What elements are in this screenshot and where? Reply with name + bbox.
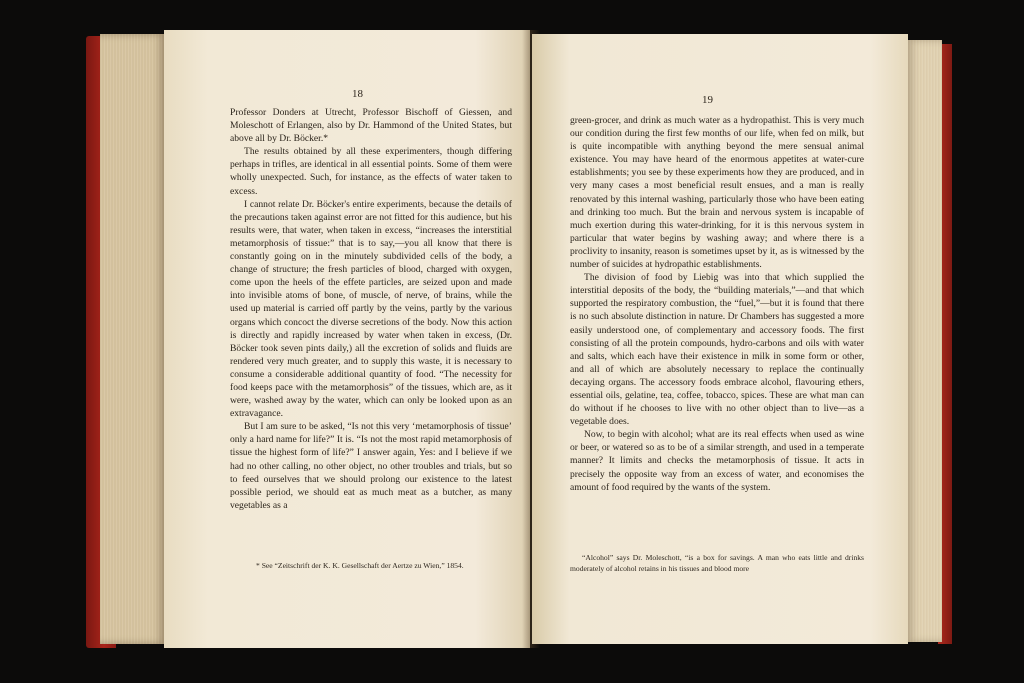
page-edges-left — [100, 34, 166, 644]
left-page — [164, 30, 530, 648]
left-footnote — [244, 560, 514, 571]
right-footnote — [570, 552, 864, 574]
right-paragraph-3: Now, to begin with alcohol; what are its real effects when used as wine or beer, or watered so as to be of a similar strength, and used in a temperate manner? It limits and checks the metamorphosis of tissue. It acts in precisely the opposite way from an excess of water, and economises the amount of food required by the wants of the system. — [570, 429, 864, 493]
left-paragraph-2: The results obtained by all these experimenters, though differing perhaps in trifles, are identical in all essential points. Some of them were wholly unexpected. Such, for instance, as the effects of water taken to excess. — [230, 146, 512, 197]
right-page-number: 19 — [702, 94, 713, 106]
right-paragraph-2: The division of food by Liebig was into that which supplied the interstitial deposits of the body, the “building materials,”—and that which supported the respiratory combustion, the “fuel,”—but it is found that there is no such absolute distinction in nature. Dr Chambers has suggested a more easily understood one, of complementary and accessory foods. The first consisting of all the protein compounds, hydro-carbons and oils with water and salts, which each have their existence in milk in some form or other, and all of which are absolutely necessary to replace the continually decaying organs. The accessory foods embrace alcohol, flavouring ethers, essential oils, gelatine, tea, coffee, tobacco, spices. These are what man can do without if he chooses to live with no other object than to live—as a vegetable does. — [570, 272, 864, 428]
page-edges-right — [906, 40, 942, 642]
open-book — [86, 30, 952, 650]
left-footnote-text: * See “Zeitschrift der K. K. Gesellschaft der Aertze zu Wien,” 1854. — [256, 561, 464, 570]
left-paragraph-4: But I am sure to be asked, “Is not this very ‘metamorphosis of tissue’ only a hard name for life?” It is. “Is not the most rapid metamorphosis of tissue the highest form of life?” I answer again, Yes: and I believe if we had no other calling, no other object, no other troubles and trials, but so to feed ourselves that we should prolong our existence to the latest possible period, we should eat as much meat as a butcher, as many vegetables as a — [230, 421, 512, 511]
left-paragraph-3: I cannot relate Dr. Böcker's entire experiments, because the details of the precautions taken against error are not fitted for this audience, but his results were, that water, when taken in excess, “increases the interstitial metamorphosis of tissue:” that is to say,—you all know that there is constantly going on in the minutely subdivided cells of the body, a change of structure; the fresh particles of blood, charged with oxygen, come upon the heels of the effete particles, are seized upon and made into invisible atoms of bone, of muscle, of nerve, of brains, while the used up material is carried off partly by the veins, partly by the various organs which concoct the diverse secretions of the body. Now this action is directly and rapidly increased by water when taken in excess, (Dr. Böcker took seven pints daily,) all the excretion of solids and fluids are rendered very much greater, and to supply this waste, it is necessary to consume a considerable additional quantity of food. “The necessity for food keeps pace with the metamorphosis” of the tissues, which are, as it were, washed away by the water, which can only be looked upon as an extravagance. — [230, 198, 512, 420]
right-page — [532, 34, 908, 644]
right-footnote-text: “Alcohol” says Dr. Moleschott, “is a box for savings. A man who eats little and drinks moderately of alcohol retains in his tissues and blood more — [570, 553, 864, 573]
right-paragraph-1: green-grocer, and drink as much water as a hydropathist. This is very much our condition during the first few months of our life, when fed on milk, but is quite incompatible with anything beyond the mere sensual animal existence. You may have heard of the enormous appetites at water-cure establishments; you see by these experiments how they are produced, and in very many cases a most beneficial result ensues, and a man is really renovated by this internal washing, particularly those who have been eating and drinking too much. But the brain and nervous system is incapable of much exertion during this water-drinking, for it is this nervous system in particular that water begins by washing away; and where there is a proclivity to insanity, reason is sometimes upset by it, as is witnessed by the number of suicides at hydropathic establishments. — [570, 115, 864, 271]
left-page-body — [230, 106, 512, 512]
right-page-body — [570, 114, 864, 494]
left-page-number: 18 — [352, 88, 363, 100]
left-paragraph-1: Professor Donders at Utrecht, Professor Bischoff of Giessen, and Moleschott of Erlangen, also by Dr. Hammond of the United States, but above all by Dr. Böcker.* — [230, 107, 512, 145]
